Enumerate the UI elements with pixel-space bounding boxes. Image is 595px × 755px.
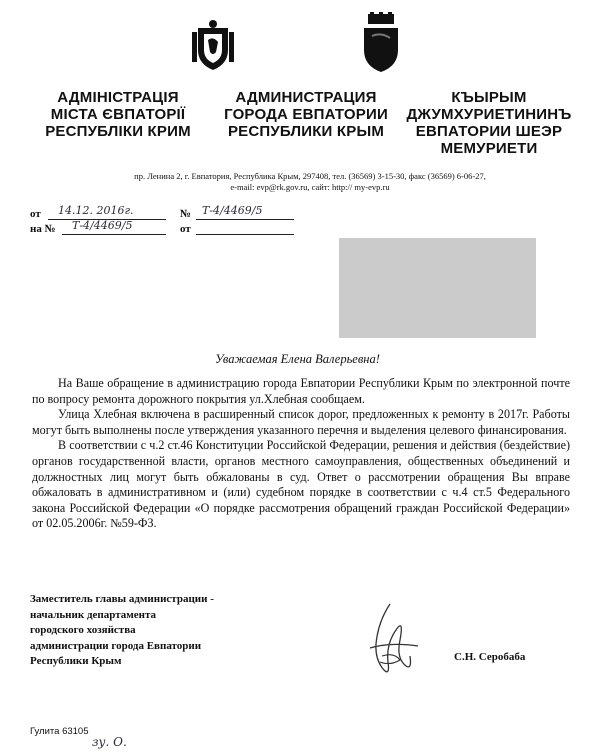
handwritten-signature	[360, 600, 430, 680]
address-line-1: пр. Ленина 2, г. Евпатория, Республика Крым, 297408, тел. (36569) 3-15-30, факс (36569) 6-06-27,	[134, 171, 486, 181]
reg-reply-value: Т-4/4469/5	[62, 219, 166, 235]
reg-from-label: от	[30, 208, 41, 220]
reg-number-value: Т-4/4469/5	[196, 204, 294, 220]
reg-number-label: №	[180, 208, 192, 220]
reg-reply-from-label: от	[180, 223, 191, 235]
signatory-position: Заместитель главы администрации - начальник департамента городского хозяйства администрации города Евпатории Республики Крым	[30, 593, 214, 668]
reg-reply-from-value	[196, 219, 294, 235]
salutation: Уважаемая Елена Валерьевна!	[215, 352, 380, 366]
executor-note: Гулита 63105	[30, 726, 89, 737]
header-right-name: КЪЫРЫМ ДЖУМХУРИЕТИНИНЪ ЕВПАТОРИИ ШЕЭР МЕМУРИЕТИ	[406, 89, 572, 157]
letter-body	[32, 376, 570, 532]
header-center-name: АДМИНИСТРАЦИЯ ГОРОДА ЕВПАТОРИИ РЕСПУБЛИКИ КРЫМ	[224, 89, 388, 140]
redacted-addressee-block	[339, 238, 536, 338]
header-left-name: АДМІНІСТРАЦІЯ МІСТА ЄВПАТОРІЇ РЕСПУБЛІКИ КРИМ	[45, 89, 191, 140]
paragraph: В соответствии с ч.2 ст.46 Конституции Российской Федерации, решения и действия (бездействие) органов государственной власти, органов местного самоуправления, общественных объединений и должностных лиц могут быть обжалованы в суд. Ответ о рассмотрении обращения Вы вправе обжаловать в административном и (или) судебном порядке в соответствии с ч.4 ст.5 Федерального закона Российской Федерации «О порядке рассмотрения обращений граждан Российской Федерации» от 02.05.2006г. №59-ФЗ.	[32, 438, 570, 531]
reg-reply-label: на №	[30, 223, 56, 235]
paragraph: Улица Хлебная включена в расширенный список дорог, предложенных к ремонту в 2017г. Работы могут быть выполнены после утверждения указанного перечня и выделения целевого финансирования.	[32, 407, 570, 437]
address-line-2: e-mail: evp@rk.gov.ru, сайт: http:// my-evp.ru	[230, 182, 390, 192]
paragraph: На Ваше обращение в администрацию города Евпатории Республики Крым по электронной почте по вопросу ремонта дорожного покрытия ул.Хлебная сообщаем.	[32, 376, 570, 406]
handwritten-mark: зу. О.	[92, 735, 127, 749]
reg-from-value: 14.12. 2016г.	[48, 204, 166, 220]
signatory-name: С.Н. Серобаба	[454, 651, 526, 663]
evpatoria-emblem	[358, 12, 404, 74]
crimea-emblem	[190, 18, 236, 72]
